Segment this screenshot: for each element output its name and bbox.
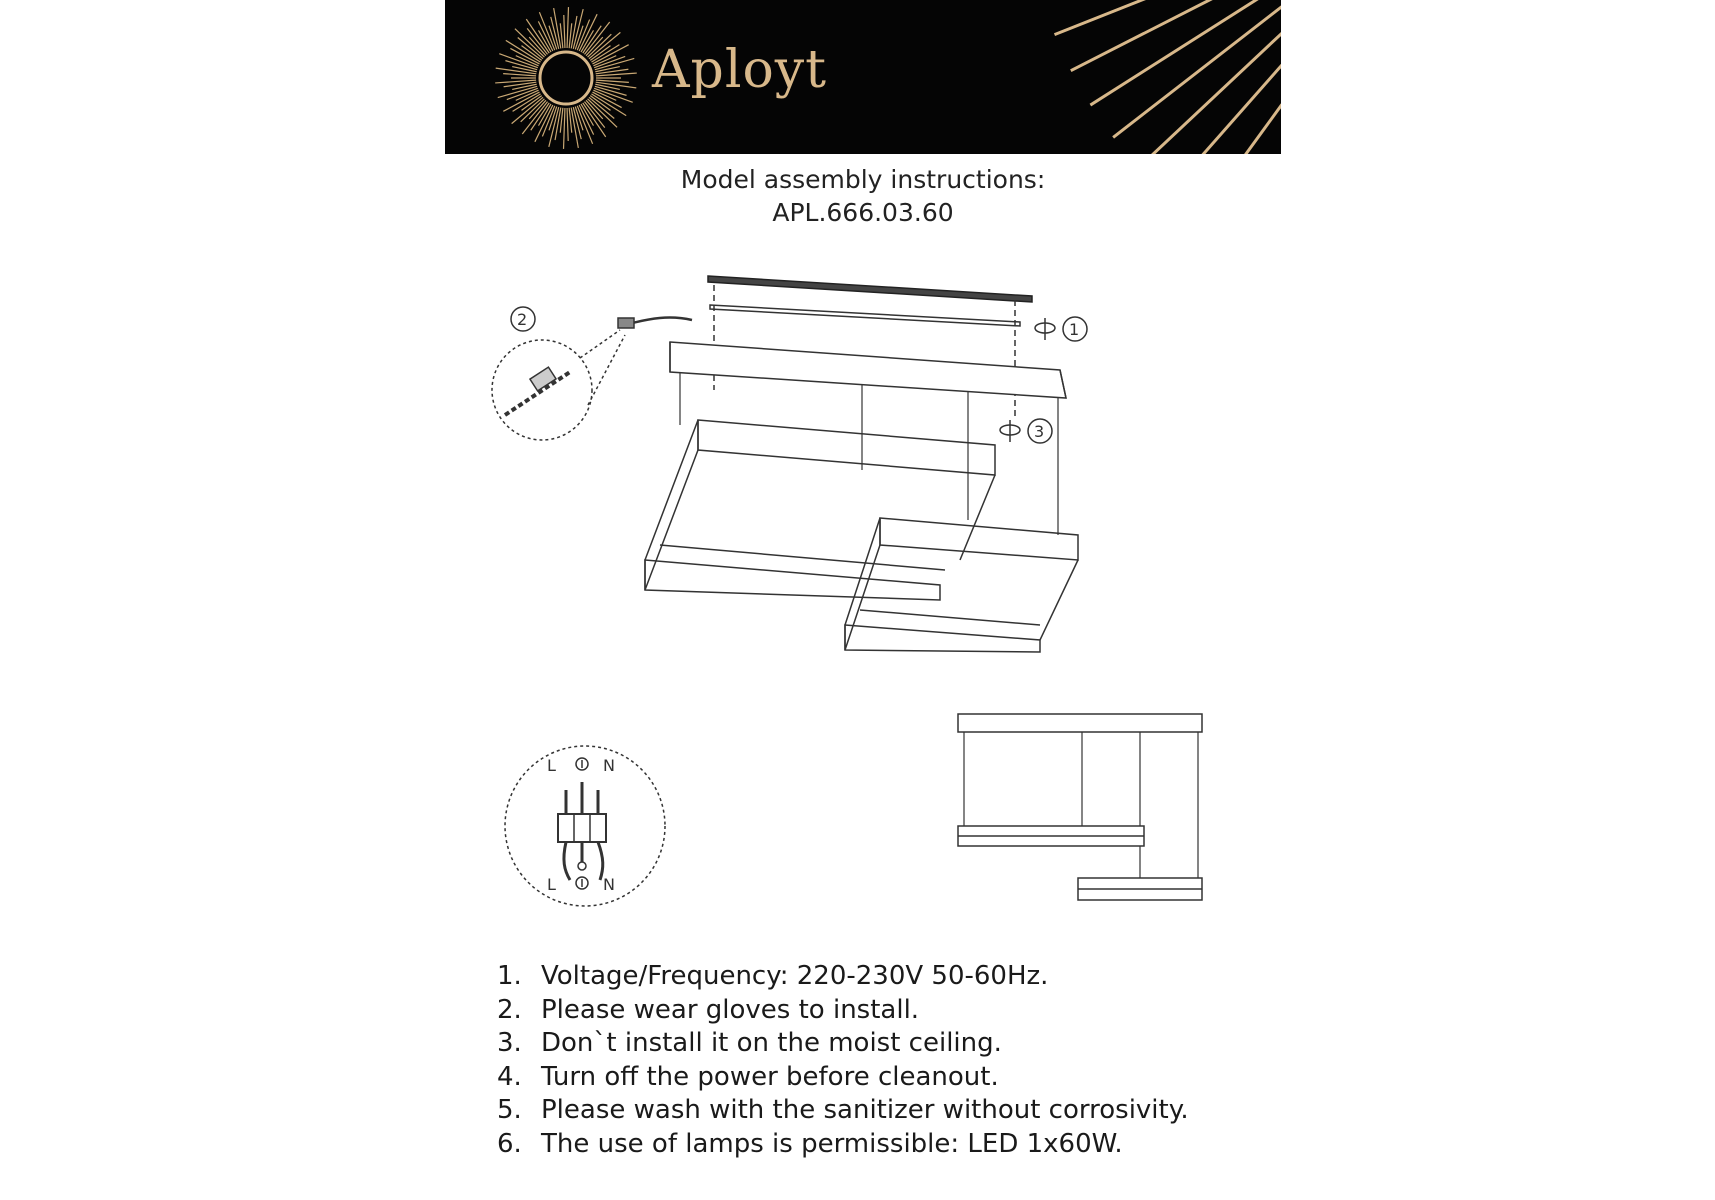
list-item: 5. Please wash with the sanitizer without corrosivity. xyxy=(497,1095,1189,1126)
side-elevation-view xyxy=(958,714,1202,900)
large-square-frame xyxy=(645,420,995,600)
model-number: APL.666.03.60 xyxy=(772,198,954,227)
connector-detail xyxy=(492,318,692,440)
callout-3: 3 xyxy=(1034,422,1045,441)
wire-label-l-bottom: L xyxy=(547,875,556,894)
list-item: 1. Voltage/Frequency: 220-230V 50-60Hz. xyxy=(497,961,1049,991)
page-title: Model assembly instructions: xyxy=(680,165,1046,194)
small-square-frame xyxy=(845,518,1078,652)
brand-logo: Aployt xyxy=(652,40,828,100)
ceiling-canopy xyxy=(670,342,1066,398)
callout-2: 2 xyxy=(517,310,528,329)
list-item: 3. Don`t install it on the moist ceiling. xyxy=(497,1028,1002,1059)
wire-label-l-top: L xyxy=(547,756,556,775)
list-item: 6. The use of lamps is permissible: LED 1x60W. xyxy=(497,1128,1123,1159)
list-item: 4. Turn off the power before cleanout. xyxy=(497,1061,999,1092)
list-item: 2. Please wear gloves to install. xyxy=(497,994,920,1025)
wiring-diagram xyxy=(505,746,665,906)
instruction-list xyxy=(497,960,1189,1162)
callout-1: 1 xyxy=(1069,320,1080,339)
wire-label-n-bottom: N xyxy=(603,875,615,894)
wire-label-n-top: N xyxy=(603,756,615,775)
